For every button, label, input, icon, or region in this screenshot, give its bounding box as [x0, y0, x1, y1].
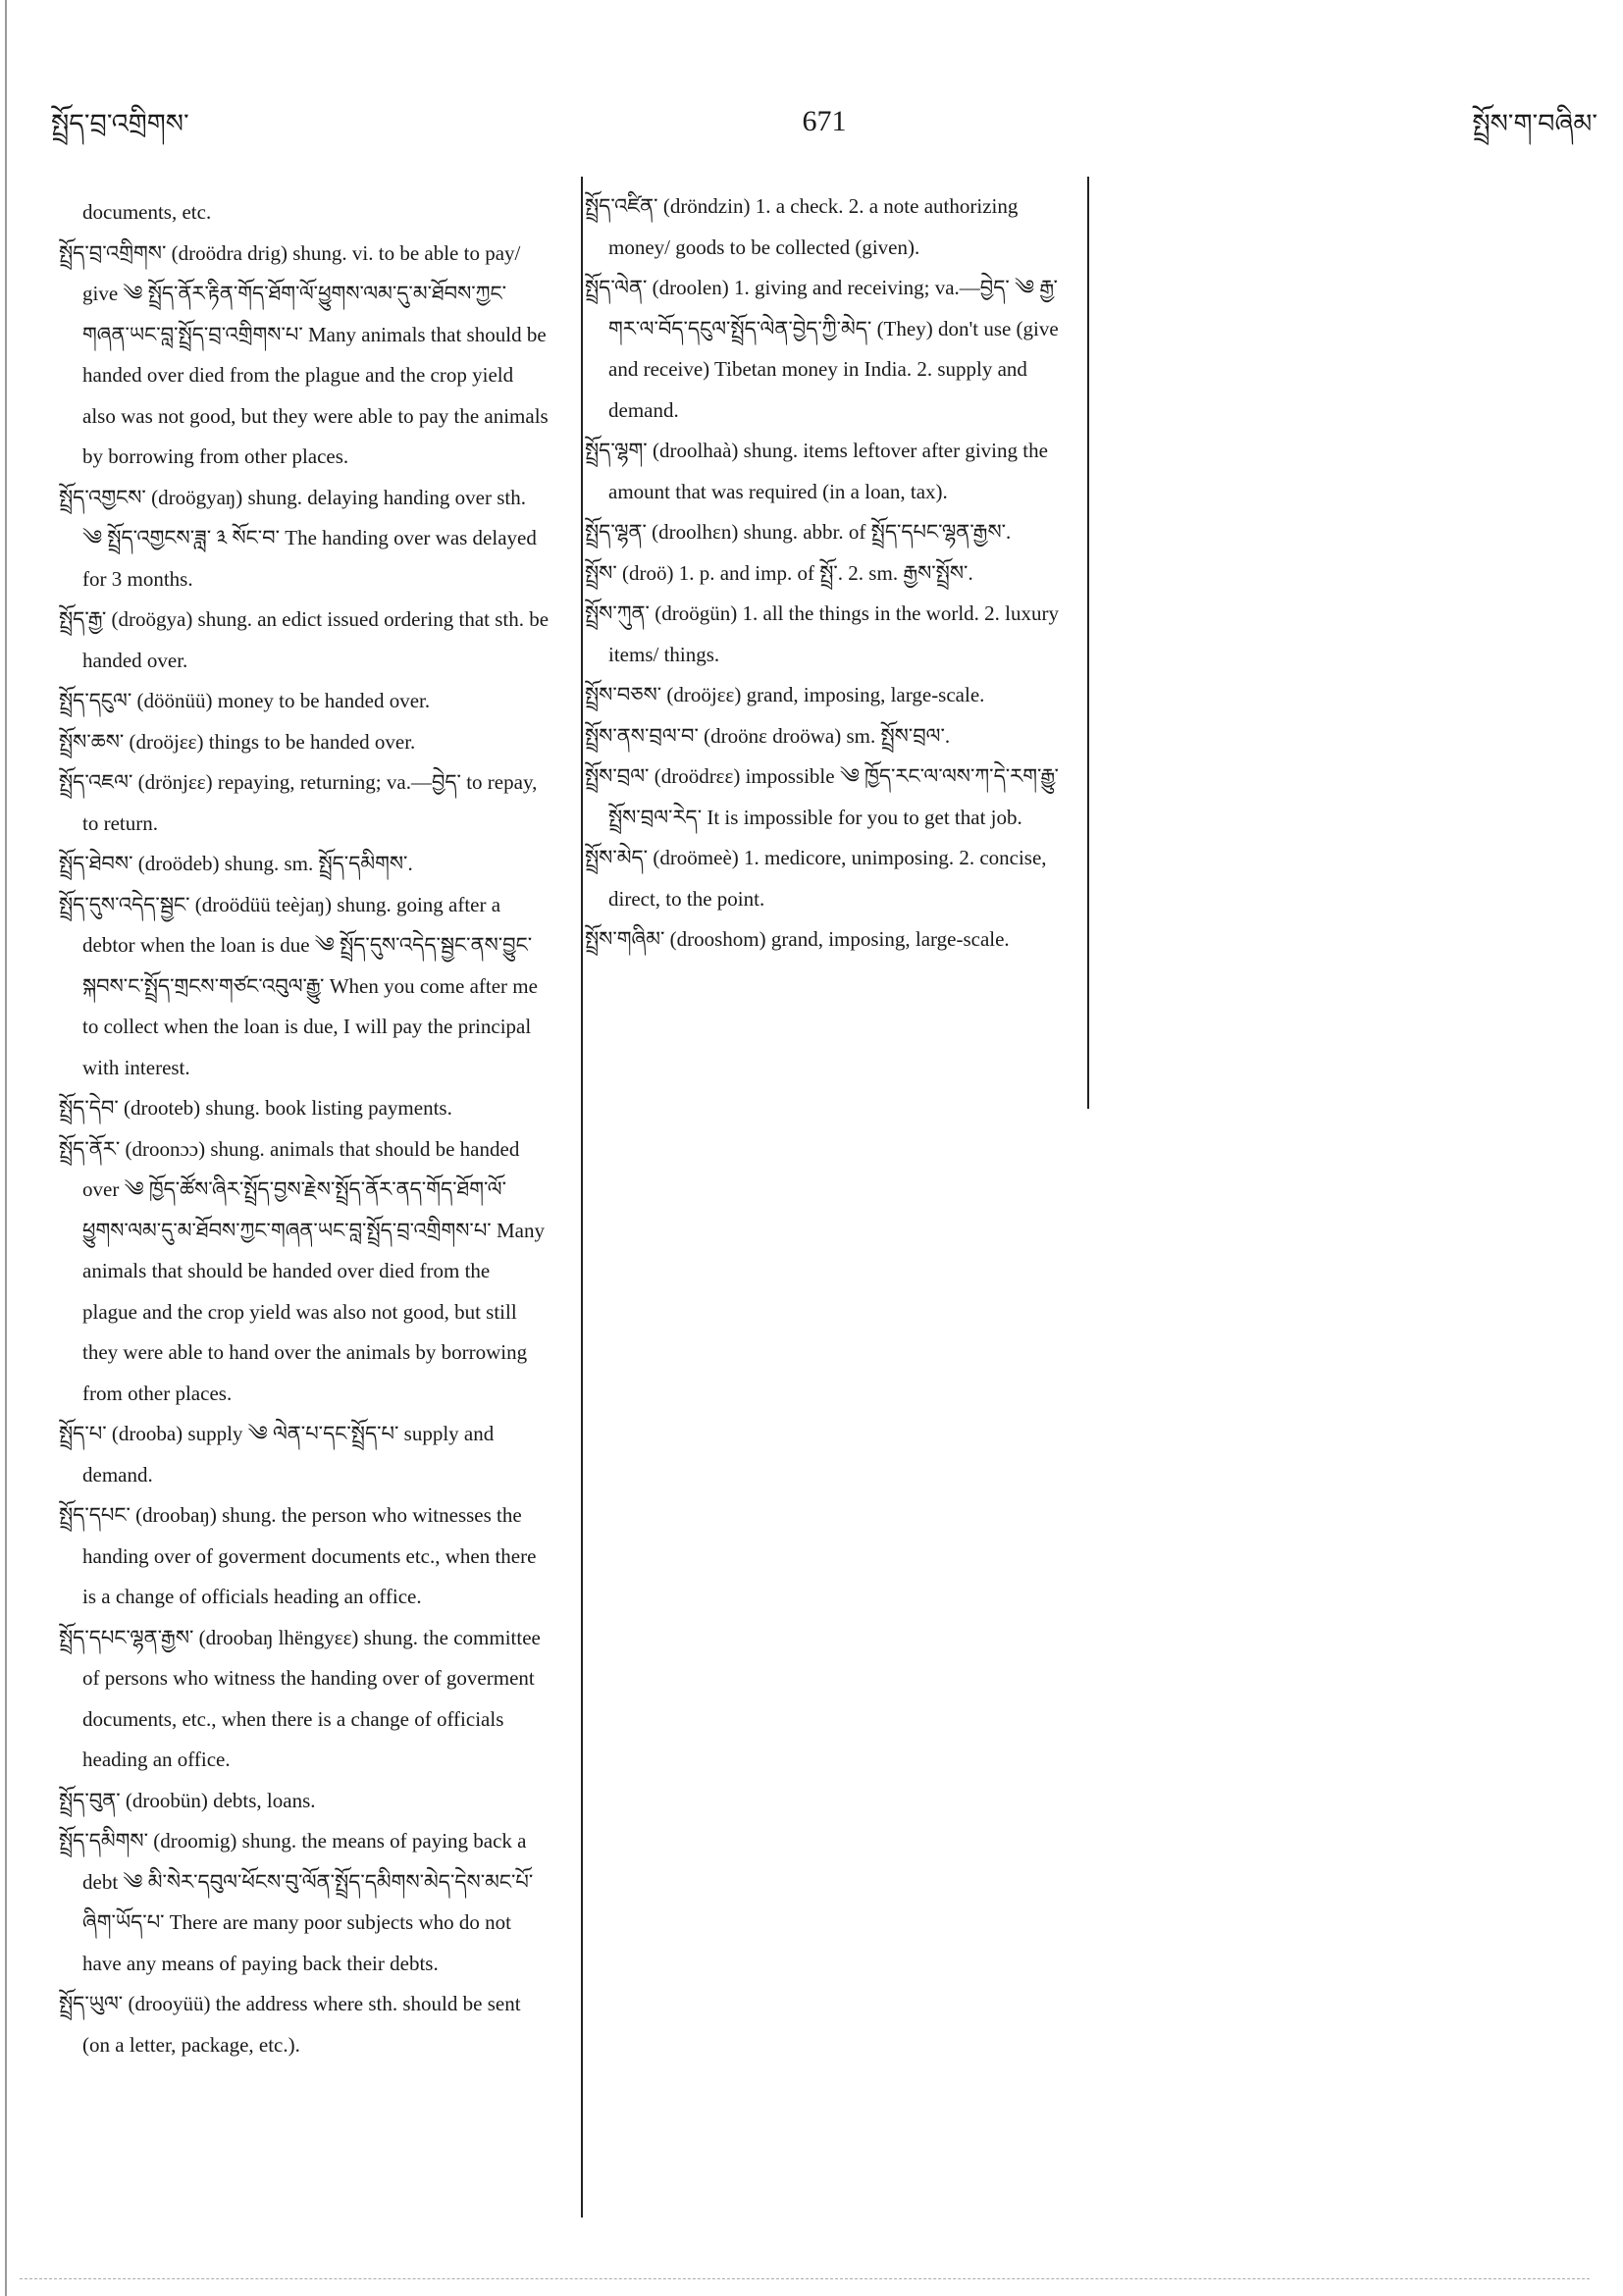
column-divider	[581, 177, 583, 2218]
dictionary-entry: སྤྲོད་ཐེབས་ (droödeb) shung. sm. སྤྲོད་དམིགས་.	[59, 852, 413, 875]
dictionary-entry: སྤྲོད་དཔང་ (droobaŋ) shung. the person who witnesses the handing over of goverment documents etc., when there is a change of officials heading an office.	[59, 1503, 537, 1608]
dictionary-entry: སྤྲོད་ལྷག་ (droolhaà) shung. items leftover after giving the amount that was required (in a loan, tax).	[585, 439, 1048, 503]
dictionary-entry: སྤྲོད་དཔང་ལྷན་རྒྱས་ (droobaŋ lhëngyεε) shung. the committee of persons who witness the handing over of goverment documents, etc., when there is a change of officials heading an office.	[59, 1625, 541, 1771]
dictionary-entry: སྤྲོད་ལྷན་ (droolhεn) shung. abbr. of སྤྲོད་དཔང་ལྷན་རྒྱས་.	[585, 520, 1012, 544]
dictionary-entry: སྤྲོས་བཅས་ (droöjεε) grand, imposing, large-scale.	[585, 683, 985, 706]
left-column	[59, 192, 550, 2065]
page-number: 671	[802, 105, 847, 137]
dictionary-entry: སྤྲོད་དམིགས་ (droomig) shung. the means of paying back a debt ༄ མི་སེར་དབུལ་ཕོངས་བུ་ལོན་སྤྲོད་དམིགས་མེད་དེས་མང་པོ་ཞིག་ཡོད་པ་ There are many poor subjects who do not have any means of paying back their debts.	[59, 1829, 534, 1975]
dictionary-entry: སྤྲོད་འཛིན་ (dröndzin) 1. a check. 2. a note authorizing money/ goods to be collected (given).	[585, 194, 1019, 259]
dictionary-entry: སྤྲོས་ནས་བྲལ་བ་ (droönε droöwa) sm. སྤྲོས་བྲལ་.	[585, 723, 951, 748]
page-edge-line	[5, 0, 7, 2296]
dictionary-entry: སྤྲོད་རྒྱ་ (droögya) shung. an edict issued ordering that sth. be handed over.	[59, 607, 550, 672]
dictionary-entry: སྤྲོད་དེབ་ (drooteb) shung. book listing payments.	[59, 1096, 452, 1120]
dictionary-entry: སྤྲོས་མེད་ (droömeè) 1. medicore, unimposing. 2. concise, direct, to the point.	[585, 846, 1047, 911]
dictionary-entry: སྤྲོས་ (droö) 1. p. and imp. of སྤྲོ་. 2. sm. རྒྱས་སྤྲོས་.	[585, 560, 973, 585]
left-guide-word: སྤྲོད་བྲ་འགྲིགས་	[51, 109, 189, 138]
right-column-border	[1087, 177, 1089, 1109]
dictionary-entry: documents, etc.	[82, 200, 212, 224]
dictionary-entry: སྤྲོས་ཀུན་ (droögün) 1. all the things in the world. 2. luxury items/ things.	[585, 601, 1059, 666]
dictionary-entry: སྤྲོས་ཆས་ (droöjεε) things to be handed over.	[59, 729, 416, 754]
dictionary-entry: སྤྲོད་དངུལ་ (döönüü) money to be handed over.	[59, 689, 431, 712]
dictionary-entry: སྤྲོད་ནོར་ (droonɔɔ) shung. animals that should be handed over ༄ ཁྱོད་ཚོས་ཞིར་སྤྲོད་བྱས་རྗེས་སྤྲོད་ནོར་ནད་གོད་ཐོག་ལོ་ཕྱུགས་ལམ་དུ་མ་ཐོབས་ཀྱང་གཞན་ཡང་བླ་སྤྲོད་བྲ་འགྲིགས་པ་ Many animals that should be handed over died from the plague and the crop yield was also not good, but still they were able to hand over the animals by borrowing from other places.	[59, 1136, 545, 1405]
dictionary-entry: སྤྲོད་དུས་འདེད་སྦྱང་ (droödüü teèjaŋ) shung. going after a debtor when the loan is due ༄ སྤྲོད་དུས་འདེད་སྦྱང་ནས་བྱུང་སྐབས་ང་སྤྲོད་གྲངས་གཙང་འབུལ་རྒྱུ་ When you come after me to collect when the loan is due, I will pay the principal with interest.	[59, 892, 538, 1079]
dictionary-entry: སྤྲོད་འཇལ་ (drönjεε) repaying, returning; va.—བྱེད་ to repay, to return.	[59, 770, 538, 835]
dictionary-entry: སྤྲོད་ཡུལ་ (drooyüü) the address where sth. should be sent (on a letter, package, etc.).	[59, 1992, 521, 2057]
right-column	[585, 186, 1075, 961]
scan-bottom-edge	[20, 2278, 1590, 2280]
right-guide-word: སྤྲོས་ག་བཞིམ་	[1472, 109, 1597, 138]
dictionary-entry: སྤྲོས་བྲལ་ (droödrεε) impossible ༄ ཁྱོད་རང་ལ་ལས་ཀ་དེ་རག་རྒྱུ་སྤྲོས་བྲལ་རེད་ It is impossible for you to get that job.	[585, 764, 1059, 829]
dictionary-entry: སྤྲོད་ལེན་ (droolen) 1. giving and receiving; va.—བྱེད་ ༄ རྒྱ་གར་ལ་བོད་དངུལ་སྤྲོད་ལེན་བྱེད་ཀྱི་མེད་ (They) don't use (give and receive) Tibetan money in India. 2. supply and demand.	[585, 276, 1059, 422]
dictionary-entry: སྤྲོད་འགྱངས་ (droögyaŋ) shung. delaying handing over sth. ༄ སྤྲོད་འགྱངས་ཟླ་ ༣ སོང་བ་ The handing over was delayed for 3 months.	[59, 485, 537, 591]
dictionary-entry: སྤྲོས་གཞིམ་ (drooshom) grand, imposing, large-scale.	[585, 927, 1010, 951]
dictionary-entry: སྤྲོད་བུན་ (droobün) debts, loans.	[59, 1788, 316, 1812]
dictionary-entry: སྤྲོད་བྲ་འགྲིགས་ (droödra drig) shung. vi. to be able to pay/ give ༄ སྤྲོད་ནོར་རྟིན་གོད་ཐོག་ལོ་ཕྱུགས་ལམ་དུ་མ་ཐོབས་ཀྱང་གཞན་ཡང་བླ་སྤྲོད་བྲ་འགྲིགས་པ་ Many animals that should be handed over died from the plague and the crop yield also was not good, but they were able to pay the animals by borrowing from other places.	[59, 240, 549, 468]
dictionary-entry: སྤྲོད་པ་ (drooba) supply ༄ ལེན་པ་དང་སྤྲོད་པ་ supply and demand.	[59, 1422, 495, 1487]
